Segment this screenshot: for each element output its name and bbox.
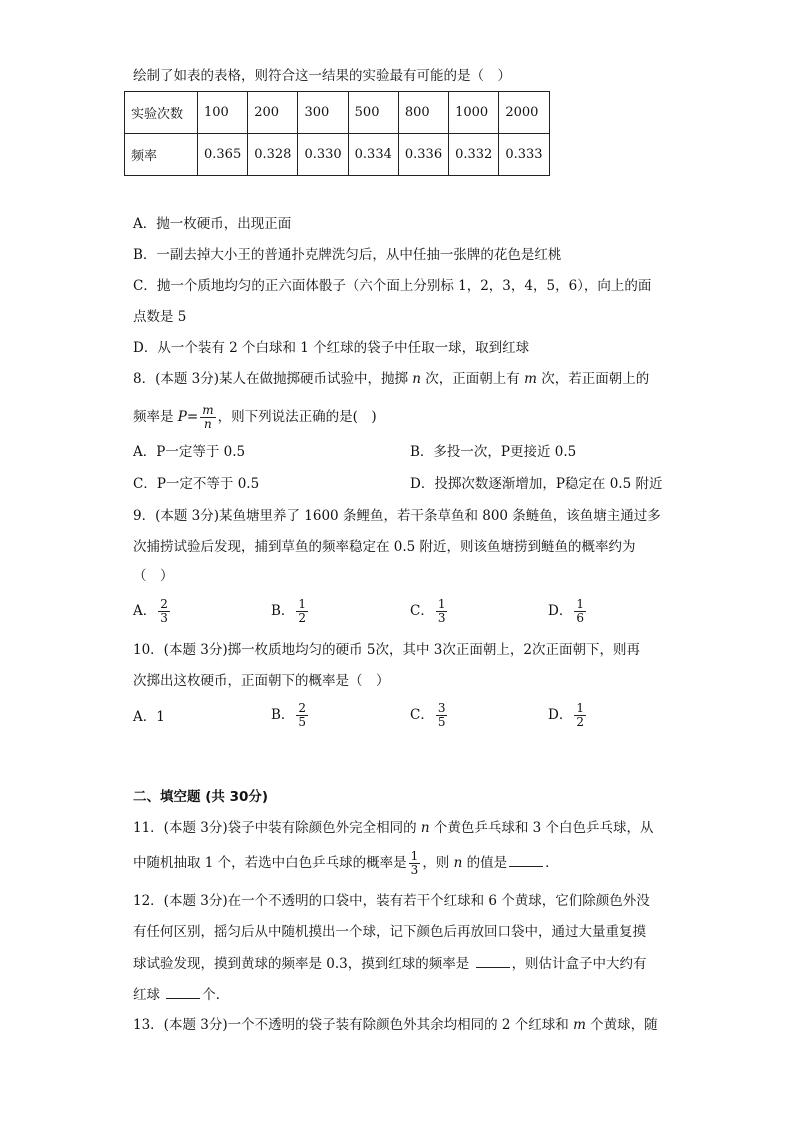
- fraction-denominator: 3: [437, 611, 446, 625]
- fraction: [409, 850, 421, 877]
- section-heading-fill-in: 二、填空题 (共 30分): [133, 789, 269, 805]
- table-cell: 0.330: [298, 134, 348, 176]
- q9-option-b: [271, 598, 310, 625]
- q10-stem-line2: 次掷出这枚硬币，正面朝下的概率是（ ）: [133, 673, 390, 689]
- q11-stem-line1: [133, 818, 654, 838]
- q10-option-d: [548, 702, 588, 729]
- fraction: [296, 598, 308, 625]
- table-cell: 500: [348, 92, 398, 134]
- q9-stem-line3: （ ）: [133, 568, 174, 584]
- q12-stem-line3: [133, 953, 647, 974]
- var-n: n: [412, 371, 421, 387]
- q12-stem-line2: 有任何区别，摇匀后从中随机摸出一个球，记下颜色后再放回口袋中，通过大量重复摸: [133, 924, 646, 940]
- text: 频率是: [133, 409, 178, 425]
- q9-stem-line2: 次捕捞试验后发现，捕到草鱼的频率稳定在 0.5 附近，则该鱼塘捞到鲢鱼的概率约为: [133, 539, 636, 555]
- var-m: m: [524, 371, 537, 387]
- fraction-denominator: 2: [576, 715, 584, 729]
- var-m: m: [573, 1017, 586, 1033]
- var-p: P: [177, 409, 187, 425]
- q13-stem-line1: [133, 1015, 658, 1035]
- option-label: B．: [271, 603, 295, 619]
- table-cell: 1000: [449, 92, 499, 134]
- fraction: [296, 702, 308, 729]
- text: ，则下列说法正确的是( ): [217, 409, 377, 425]
- table-cell: 0.328: [248, 134, 298, 176]
- table-cell: 0.365: [198, 134, 248, 176]
- q11-stem-line2: [133, 849, 559, 877]
- table-cell: 100: [198, 92, 248, 134]
- text: 个黄色乒乓球和 3 个白色乒乓球，从: [429, 820, 654, 836]
- q9-option-c: [410, 598, 449, 625]
- fraction: [436, 702, 448, 729]
- fraction-numerator: 3: [437, 701, 446, 715]
- table-cell: 0.336: [398, 134, 448, 176]
- text: 11．(本题 3分)袋子中装有除颜色外完全相同的: [133, 820, 421, 836]
- table-cell: 0.334: [348, 134, 398, 176]
- fraction-denominator: 6: [576, 611, 584, 625]
- q8-option-c: C．P一定不等于 0.5: [133, 476, 260, 492]
- fraction-numerator: 2: [298, 701, 307, 715]
- fraction-numerator: 1: [298, 597, 307, 611]
- answer-blank[interactable]: [166, 984, 200, 999]
- fraction: [436, 598, 448, 625]
- frequency-table: [124, 91, 550, 176]
- option-label: C．: [410, 603, 434, 619]
- option-label: A．: [133, 603, 157, 619]
- text: 次，正面朝上有: [421, 371, 525, 387]
- text: 中随机抽取 1 个，若选中白色乒乓球的概率是: [133, 855, 407, 871]
- option-label: B．: [271, 707, 295, 723]
- var-n: n: [453, 855, 463, 871]
- fraction-numerator: 1: [576, 701, 584, 715]
- fraction: [574, 702, 586, 729]
- answer-blank[interactable]: [476, 953, 510, 968]
- table-header-frequency: 频率: [125, 134, 198, 176]
- q10-stem-line1: 10．(本题 3分)掷一枚质地均匀的硬币 5次，其中 3次正面朝上，2次正面朝下，则再: [133, 642, 640, 658]
- fraction-numerator: m: [202, 403, 214, 417]
- q9-option-d: [548, 598, 588, 625]
- q10-option-a: A．1: [133, 709, 165, 725]
- option-label: C．: [410, 707, 434, 723]
- table-row: [125, 92, 550, 134]
- q9-option-a: [133, 598, 172, 625]
- fraction-denominator: 3: [160, 611, 168, 625]
- fraction: [574, 598, 586, 625]
- q12-stem-line1: 12．(本题 3分)在一个不透明的口袋中，装有若干个红球和 6 个黄球，它们除颜色外没: [133, 893, 650, 909]
- question-7-intro: 绘制了如表的表格，则符合这一结果的实验最有可能的是（ ）: [133, 68, 511, 84]
- table-cell: 300: [298, 92, 348, 134]
- text: ，则: [422, 855, 454, 871]
- equals-sign: =: [186, 409, 199, 425]
- text: 13．(本题 3分)一个不透明的袋子装有除颜色外其余均相同的 2 个红球和: [133, 1017, 574, 1033]
- fraction: [158, 598, 170, 625]
- fraction-denominator: n: [204, 417, 212, 431]
- q8-stem-line1: [133, 369, 649, 389]
- text: 个．: [202, 987, 230, 1003]
- q7-option-c-line1: C．抛一个质地均匀的正六面体骰子（六个面上分别标 1，2，3，4，5，6），向上的面: [133, 278, 652, 294]
- q10-option-c: [410, 702, 449, 729]
- q8-stem-line2: [133, 403, 377, 431]
- q7-option-a: A．抛一枚硬币，出现正面: [133, 216, 292, 232]
- q12-stem-line4: [133, 984, 229, 1005]
- table-cell: 800: [398, 92, 448, 134]
- q8-option-b: B．多投一次，P更接近 0.5: [410, 444, 577, 460]
- text: ，则估计盒子中大约有: [511, 956, 647, 972]
- text: 8．(本题 3分)某人在做抛掷硬币试验中，抛掷: [133, 371, 413, 387]
- text: 红球: [133, 987, 165, 1003]
- fraction-m-over-n: [200, 404, 215, 431]
- q9-stem-line1: 9．(本题 3分)某鱼塘里养了 1600 条鲤鱼，若干条草鱼和 800 条鲢鱼，该鱼塘主通过多: [133, 508, 661, 524]
- fraction-numerator: 1: [576, 597, 584, 611]
- q7-option-d: D．从一个装有 2 个白球和 1 个红球的袋子中任取一球，取到红球: [133, 340, 530, 356]
- q8-option-d: D．投掷次数逐渐增加，P稳定在 0.5 附近: [410, 476, 663, 492]
- answer-blank[interactable]: [509, 852, 543, 867]
- table-row: [125, 134, 550, 176]
- q7-option-b: B．一副去掉大小王的普通扑克牌洗匀后，从中任抽一张牌的花色是红桃: [133, 247, 562, 263]
- q10-option-b: [271, 702, 310, 729]
- fraction-denominator: 5: [298, 715, 307, 729]
- option-label: D．: [548, 603, 573, 619]
- fraction-numerator: 1: [437, 597, 446, 611]
- var-n: n: [420, 820, 430, 836]
- table-cell: 0.332: [449, 134, 499, 176]
- fraction-numerator: 1: [410, 849, 419, 863]
- fraction-denominator: 3: [410, 863, 419, 877]
- fraction-numerator: 2: [160, 597, 168, 611]
- text: 球试验发现，摸到黄球的频率是 0.3，摸到红球的频率是: [133, 956, 474, 972]
- q7-option-c-line2: 点数是 5: [133, 309, 187, 325]
- text: 的值是: [462, 855, 508, 871]
- fraction-denominator: 2: [298, 611, 307, 625]
- text: ．: [545, 855, 559, 871]
- table-cell: 200: [248, 92, 298, 134]
- fraction-denominator: 5: [437, 715, 446, 729]
- text: 次，若正面朝上的: [536, 371, 650, 387]
- table-header-trials: 实验次数: [125, 92, 198, 134]
- text: 个黄球，随: [585, 1017, 658, 1033]
- table-cell: 0.333: [499, 134, 549, 176]
- q8-option-a: A．P一定等于 0.5: [133, 444, 246, 460]
- option-label: D．: [548, 707, 573, 723]
- table-cell: 2000: [499, 92, 549, 134]
